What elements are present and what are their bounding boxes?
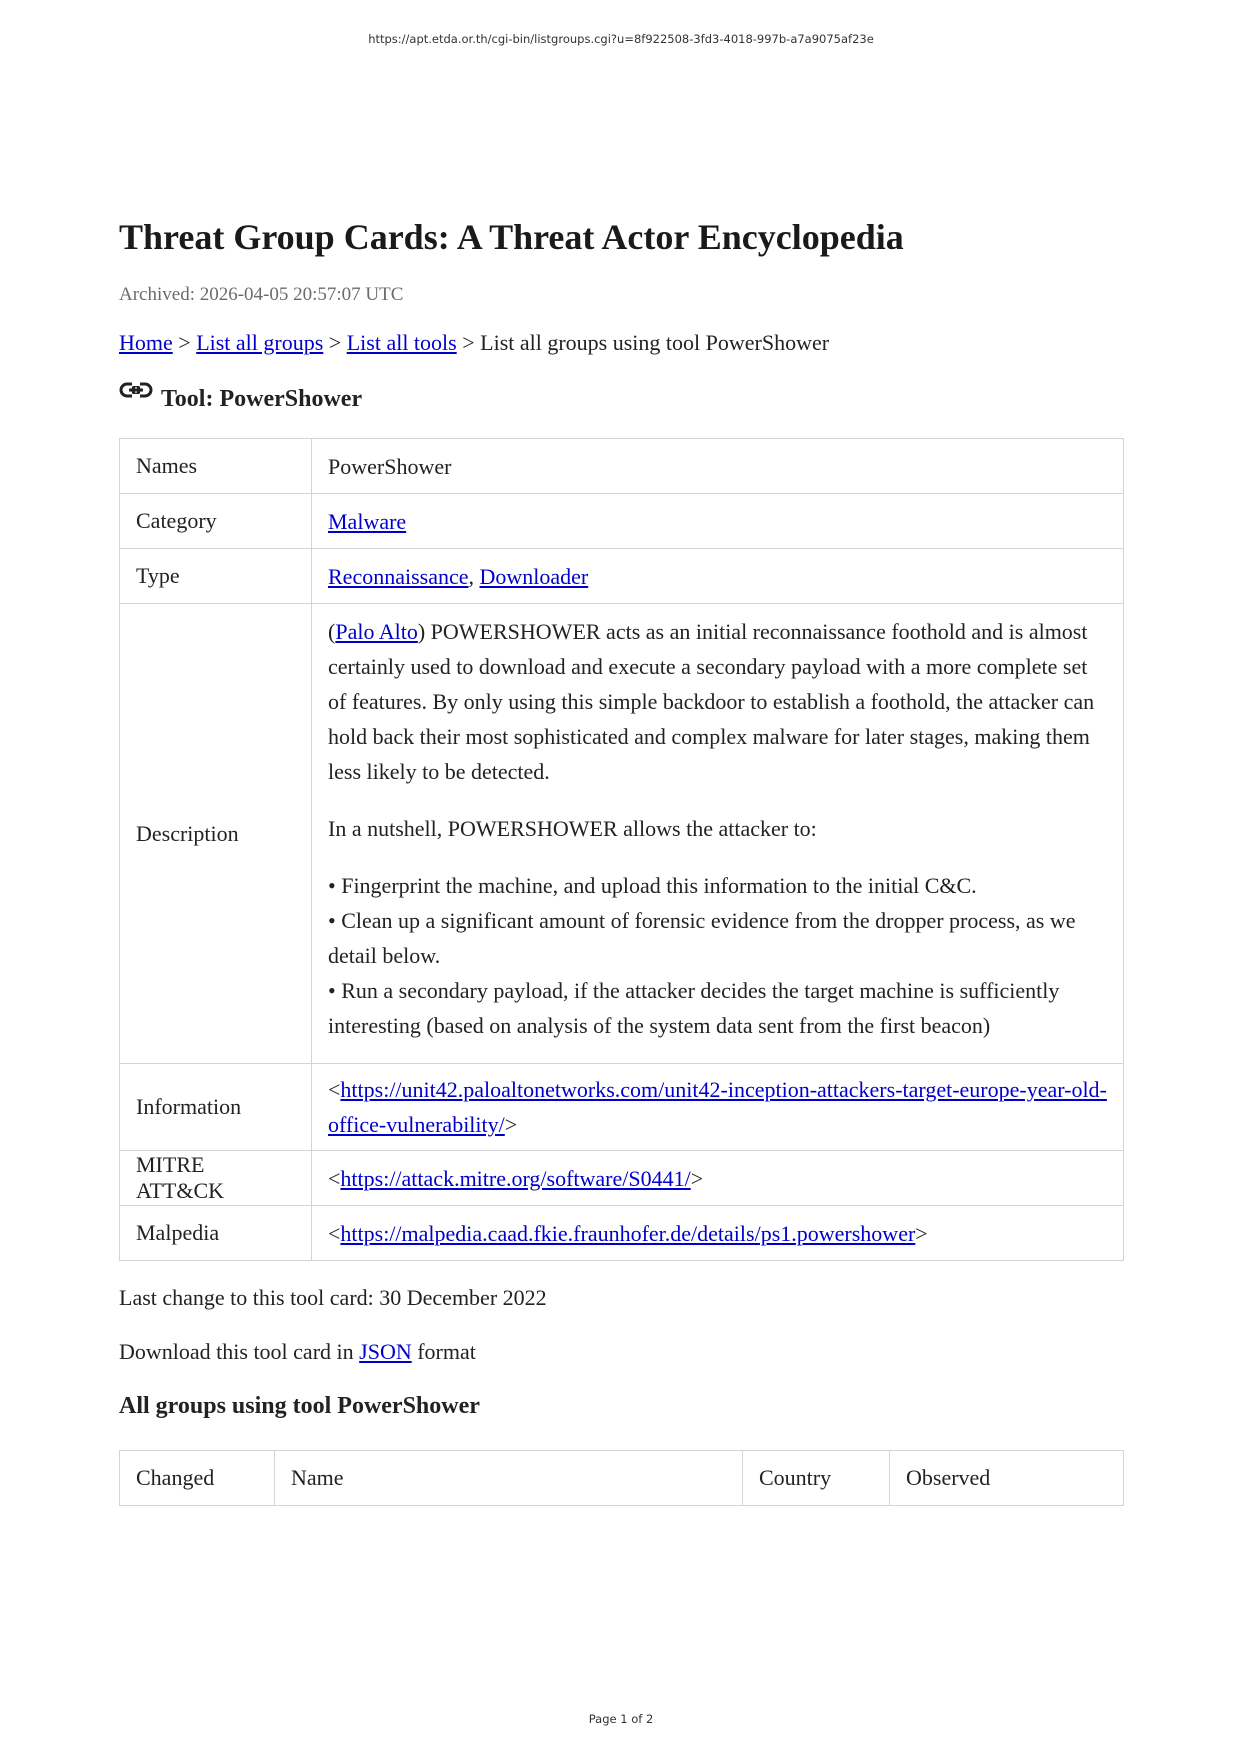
names-label: Names [120,439,312,494]
page-title: Threat Group Cards: A Threat Actor Encyclopedia [119,217,904,257]
palo-alto-link[interactable]: Palo Alto [335,619,418,644]
table-row [120,1151,1124,1206]
description-bullets [328,868,1107,1043]
bracket-open: < [328,1077,341,1102]
table-row [120,1064,1124,1151]
type-label: Type [120,549,312,604]
column-header-country[interactable]: Country [743,1451,890,1506]
type-value [312,549,1124,604]
paren-open: ( [328,619,336,644]
information-label: Information [120,1064,312,1151]
category-label: Category [120,494,312,549]
malpedia-link[interactable]: https://malpedia.caad.fkie.fraunhofer.de/details/ps1.powershower [340,1220,916,1246]
download-text: format [411,1339,476,1364]
description-value [312,604,1124,1064]
breadcrumb-home-link[interactable]: Home [119,330,173,355]
bracket-close: > [690,1165,704,1191]
archived-timestamp: Archived: 2026-04-05 20:57:07 UTC [119,284,404,305]
breadcrumb [119,330,1124,356]
download-line [119,1339,1124,1365]
table-row [120,549,1124,604]
page-url: https://apt.etda.or.th/cgi-bin/listgroups.cgi?u=8f922508-3fd3-4018-997b-a7a9075af23e [368,32,874,46]
category-value [312,494,1124,549]
bracket-close: > [504,1112,518,1137]
malpedia-label: Malpedia [120,1206,312,1261]
type-reconnaissance-link[interactable]: Reconnaissance [328,563,469,589]
groups-table [119,1450,1124,1506]
breadcrumb-tools-link[interactable]: List all tools [346,330,457,355]
json-download-link[interactable]: JSON [359,1339,412,1364]
mitre-value [312,1151,1124,1206]
breadcrumb-separator: > [172,330,197,355]
bracket-open: < [328,1220,341,1246]
bracket-close: > [915,1220,928,1246]
tool-info-table [119,438,1124,1261]
description-text: ) POWERSHOWER acts as an initial reconnaissance foothold and is almost certainly used to download and execute a secondary payload with a more complete set of features. By only using this simple backdoor to establish a foothold, the attacker can hold back their most sophisticated and complex malware for later stages, making them less likely to be detected. [328,619,1095,784]
groups-heading: All groups using tool PowerShower [119,1393,480,1419]
table-row [120,1206,1124,1261]
column-header-name[interactable]: Name [275,1451,743,1506]
type-downloader-link[interactable]: Downloader [479,563,589,589]
bullet-item: • Run a secondary payload, if the attacker decides the target machine is sufficiently interesting (based on analysis of the system data sent from the first beacon) [328,978,1060,1038]
malpedia-value [312,1206,1124,1261]
information-value [312,1064,1124,1151]
link-icon [119,380,153,402]
download-text: Download this tool card in [119,1339,360,1364]
table-header-row [120,1451,1124,1506]
information-link[interactable]: https://unit42.paloaltonetworks.com/unit42-inception-attackers-target-europe-year-old-office-vulnerability/ [328,1077,1107,1137]
mitre-link[interactable]: https://attack.mitre.org/software/S0441/ [340,1165,691,1191]
category-malware-link[interactable]: Malware [328,508,407,534]
bullet-item: • Fingerprint the machine, and upload this information to the initial C&C. [328,873,977,898]
tool-heading [119,386,1124,413]
bullet-item: • Clean up a significant amount of forensic evidence from the dropper process, as we detail below. [328,908,1076,968]
breadcrumb-separator: > [456,330,481,355]
column-header-changed[interactable]: Changed [120,1451,275,1506]
bracket-open: < [328,1165,341,1191]
table-row [120,439,1124,494]
main-content [119,210,1124,1506]
mitre-label: MITRE ATT&CK [120,1151,312,1206]
column-header-observed[interactable]: Observed [890,1451,1124,1506]
description-paragraph [328,614,1107,789]
table-row [120,494,1124,549]
breadcrumb-current: List all groups using tool PowerShower [480,330,830,355]
table-row [120,604,1124,1064]
names-value: PowerShower [312,439,1124,494]
tool-heading-text: Tool: PowerShower [161,386,363,412]
breadcrumb-groups-link[interactable]: List all groups [196,330,324,355]
breadcrumb-separator: > [323,330,347,355]
description-paragraph: In a nutshell, POWERSHOWER allows the attacker to: [328,816,817,841]
description-label: Description [120,604,312,1064]
page-number: Page 1 of 2 [588,1712,654,1726]
last-change: Last change to this tool card: 30 December 2022 [119,1285,547,1310]
type-separator: , [468,563,480,589]
